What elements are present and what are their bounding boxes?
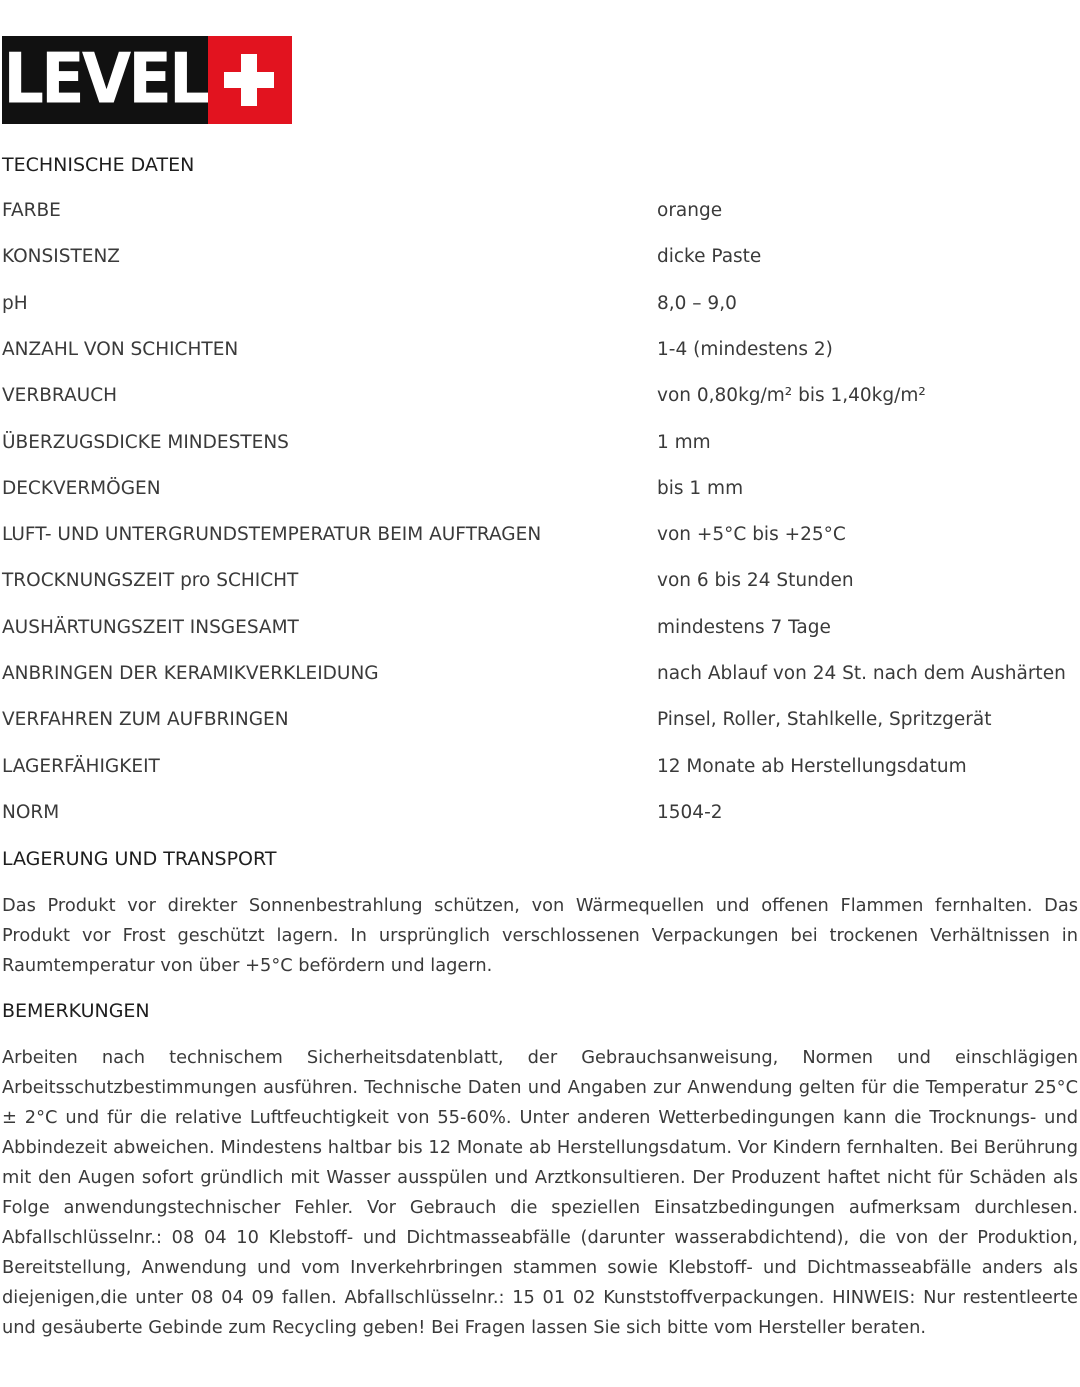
row-label: DECKVERMÖGEN [2,478,161,499]
logo-wordmark-panel [2,36,208,124]
table-row [2,248,1078,272]
table-row [2,341,1078,365]
remarks-heading: BEMERKUNGEN [2,1000,150,1022]
table-row [2,665,1078,689]
row-label: KONSISTENZ [2,246,120,267]
row-value: 12 Monate ab Herstellungsdatum [657,756,967,777]
row-value: dicke Paste [657,246,762,267]
storage-text: Das Produkt vor direkter Sonnenbestrahlung schützen, von Wärmequellen und offenen Flammen fernhalten. Das Produkt vor Frost geschützt lagern. In ursprünglich verschlossenen Verpackungen bei trockenen Verhältnissen in Raumtemperatur von über +5°C befördern und lagern. [2,895,1078,976]
row-value: 8,0 – 9,0 [657,293,737,314]
row-label: ANZAHL VON SCHICHTEN [2,339,239,360]
logo-wordmark: LEVEL [3,40,207,120]
row-value: nach Ablauf von 24 St. nach dem Aushärten [657,663,1066,684]
table-row [2,526,1078,550]
row-label: FARBE [2,200,61,221]
plus-icon [208,36,292,124]
row-value: Pinsel, Roller, Stahlkelle, Spritzgerät [657,709,992,730]
row-label: ÜBERZUGSDICKE MINDESTENS [2,432,289,453]
row-value: von +5°C bis +25°C [657,524,846,545]
table-row [2,711,1078,735]
row-value: von 6 bis 24 Stunden [657,570,854,591]
row-value: von 0,80kg/m² bis 1,40kg/m² [657,385,926,406]
row-label: ANBRINGEN DER KERAMIKVERKLEIDUNG [2,663,379,684]
brand-logo [2,36,292,124]
table-row [2,619,1078,643]
row-value: bis 1 mm [657,478,744,499]
table-row [2,480,1078,504]
row-label: AUSHÄRTUNGSZEIT INSGESAMT [2,617,299,638]
table-row [2,572,1078,596]
table-row [2,295,1078,319]
row-value: 1 mm [657,432,711,453]
row-value: 1-4 (mindestens 2) [657,339,833,360]
row-label: VERBRAUCH [2,385,118,406]
row-label: VERFAHREN ZUM AUFBRINGEN [2,709,289,730]
table-row [2,804,1078,828]
table-row [2,758,1078,782]
row-label: TROCKNUNGSZEIT pro SCHICHT [2,570,299,591]
row-value: 1504-2 [657,802,723,823]
row-label: LAGERFÄHIGKEIT [2,756,160,777]
row-label: LUFT- UND UNTERGRUNDSTEMPERATUR BEIM AUFTRAGEN [2,524,542,545]
row-label: pH [2,293,28,314]
remarks-text: Arbeiten nach technischem Sicherheitsdatenblatt, der Gebrauchsanweisung, Normen und einschlägigen Arbeitsschutzbestimmungen ausführen. Technische Daten und Angaben zur Anwendung gelten für die Temperatur 25°C ± 2°C und für die relative Luftfeuchtigkeit von 55-60%. Unter anderen Wetterbedingungen kann die Trocknungs- und Abbindezeit abweichen. Mindestens haltbar bis 12 Monate ab Herstellungsdatum. Vor Kindern fernhalten. Bei Berührung mit den Augen sofort gründlich mit Wasser ausspülen und Arztkonsultieren. Der Produzent haftet nicht für Schäden als Folge anwendungstechnischer Fehler. Vor Gebrauch die speziellen Einsatzbedingungen aufmerksam durchlesen. Abfallschlüsselnr.: 08 04 10 Klebstoff- und Dichtmasseabfälle (darunter wasserabdichtend), die von der Produktion, Bereitstellung, Anwendung und vom Inverkehrbringen stammen sowie Klebstoff- und Dichtmasseabfälle anders als diejenigen,die unter 08 04 09 fallen. Abfallschlüsselnr.: 15 01 02 Kunststoffverpackungen. HINWEIS: Nur restentleerte und gesäuberte Gebinde zum Recycling geben! Bei Fragen lassen Sie sich bitte vom Hersteller beraten. [2,1047,1078,1338]
row-value: orange [657,200,723,221]
storage-heading: LAGERUNG UND TRANSPORT [2,848,277,870]
table-row [2,434,1078,458]
table-row [2,202,1078,226]
table-row [2,387,1078,411]
technical-data-heading: TECHNISCHE DATEN [2,154,195,176]
row-label: NORM [2,802,60,823]
row-value: mindestens 7 Tage [657,617,831,638]
plus-icon-horizontal-bar [224,72,274,88]
